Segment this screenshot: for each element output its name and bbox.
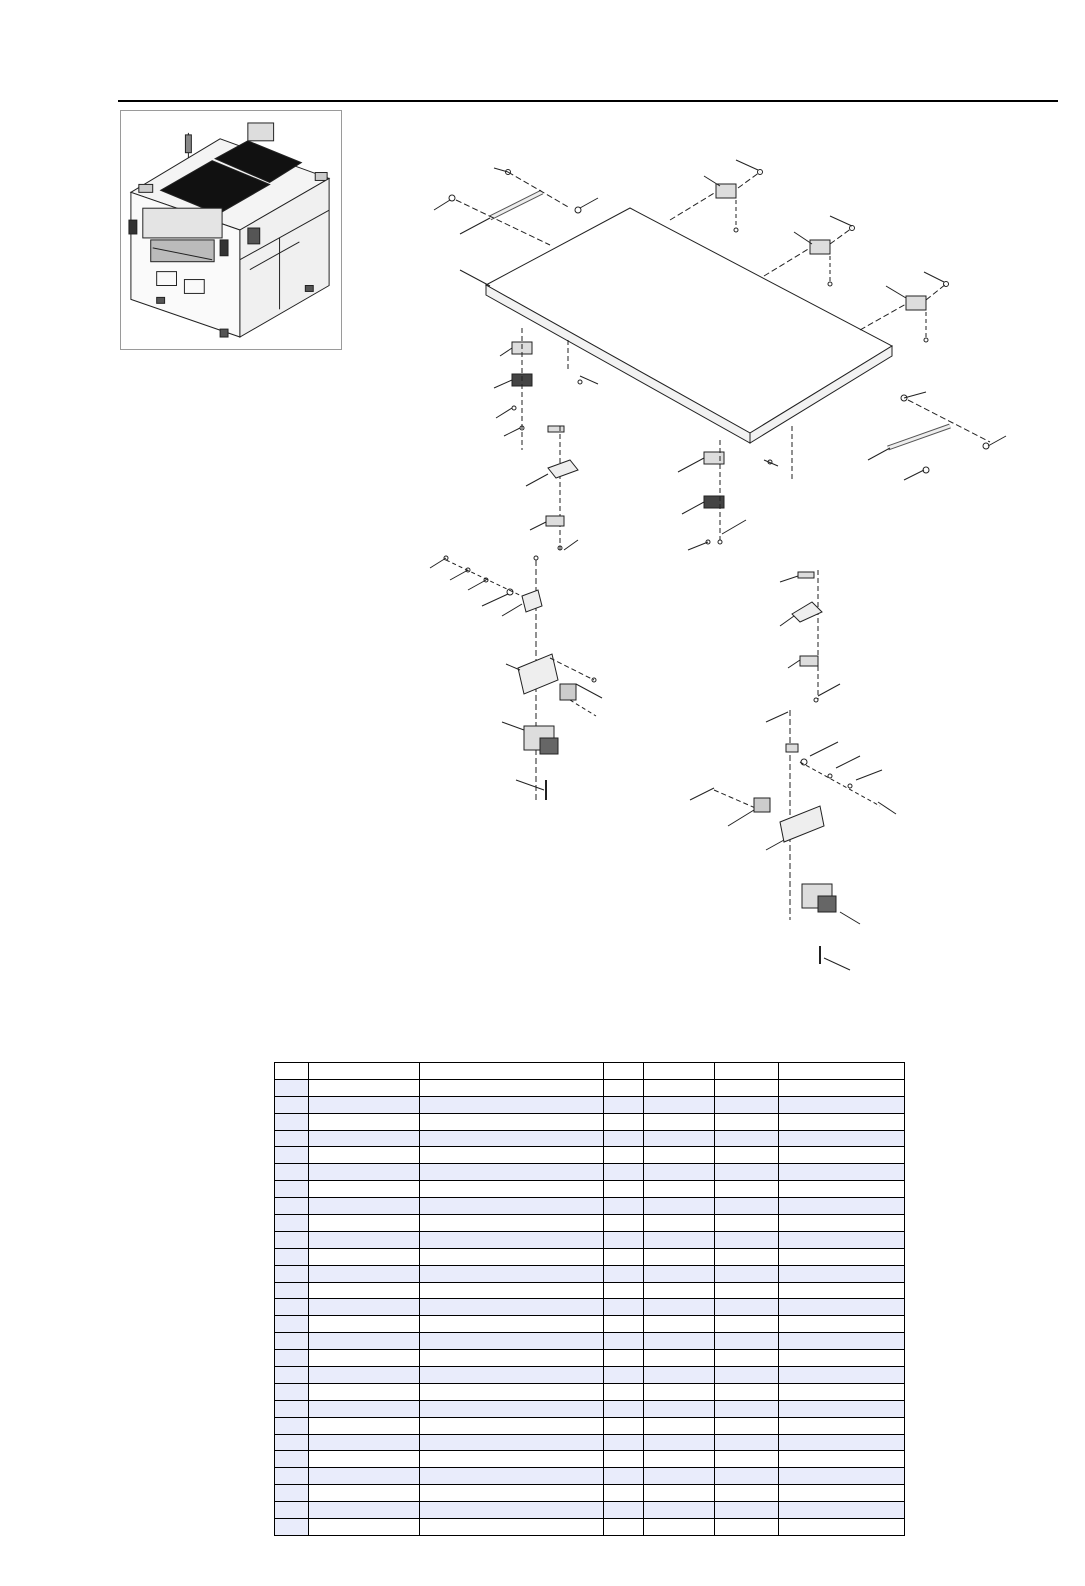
table-cell (779, 1282, 905, 1299)
table-cell (420, 1417, 604, 1434)
table-cell (715, 1468, 779, 1485)
table-cell (644, 1350, 715, 1367)
table-row (275, 1265, 905, 1282)
header-cell-col5 (644, 1063, 715, 1080)
header-rule (118, 100, 1058, 102)
table-row (275, 1282, 905, 1299)
table-cell (644, 1096, 715, 1113)
table-cell (604, 1350, 644, 1367)
table-cell (275, 1130, 309, 1147)
table-cell (275, 1248, 309, 1265)
table-cell (779, 1316, 905, 1333)
table-row (275, 1248, 905, 1265)
table-cell (604, 1181, 644, 1198)
table-cell (309, 1316, 420, 1333)
table-cell (420, 1130, 604, 1147)
table-cell (644, 1485, 715, 1502)
table-cell (309, 1434, 420, 1451)
table-cell (715, 1215, 779, 1232)
table-cell (420, 1468, 604, 1485)
table-cell (715, 1181, 779, 1198)
table-cell (275, 1468, 309, 1485)
table-row (275, 1130, 905, 1147)
table-body (275, 1079, 905, 1535)
table-cell (275, 1502, 309, 1519)
table-cell (275, 1198, 309, 1215)
table-cell (779, 1383, 905, 1400)
table-cell (604, 1417, 644, 1434)
table-cell (420, 1299, 604, 1316)
table-row (275, 1434, 905, 1451)
table-cell (309, 1113, 420, 1130)
table-cell (779, 1181, 905, 1198)
table-row (275, 1451, 905, 1468)
table-cell (604, 1519, 644, 1536)
table-cell (275, 1079, 309, 1096)
table-cell (644, 1181, 715, 1198)
table-cell (644, 1198, 715, 1215)
table-cell (275, 1231, 309, 1248)
table-cell (779, 1215, 905, 1232)
table-cell (604, 1468, 644, 1485)
table-cell (309, 1164, 420, 1181)
table-cell (604, 1367, 644, 1384)
table-cell (779, 1198, 905, 1215)
table-cell (604, 1130, 644, 1147)
table-cell (604, 1079, 644, 1096)
table-cell (644, 1451, 715, 1468)
table-cell (644, 1417, 715, 1434)
table-cell (309, 1265, 420, 1282)
table-cell (420, 1248, 604, 1265)
table-cell (420, 1502, 604, 1519)
table-cell (715, 1079, 779, 1096)
table-cell (604, 1198, 644, 1215)
header-cell-description (420, 1063, 604, 1080)
table-cell (604, 1282, 644, 1299)
table-cell (309, 1231, 420, 1248)
table-cell (275, 1316, 309, 1333)
table-row (275, 1164, 905, 1181)
table-cell (420, 1231, 604, 1248)
table-row (275, 1079, 905, 1096)
table-cell (420, 1451, 604, 1468)
table-cell (275, 1113, 309, 1130)
table-cell (420, 1147, 604, 1164)
table-cell (309, 1096, 420, 1113)
table-cell (604, 1164, 644, 1181)
table-cell (420, 1282, 604, 1299)
table-cell (309, 1282, 420, 1299)
table-cell (779, 1164, 905, 1181)
table-cell (275, 1400, 309, 1417)
table-row (275, 1316, 905, 1333)
table-cell (644, 1164, 715, 1181)
table-row (275, 1485, 905, 1502)
table-cell (275, 1282, 309, 1299)
table-cell (644, 1113, 715, 1130)
table-cell (644, 1215, 715, 1232)
table-cell (275, 1181, 309, 1198)
table-cell (275, 1164, 309, 1181)
table-cell (644, 1367, 715, 1384)
header-cell-remarks (779, 1063, 905, 1080)
table-cell (779, 1434, 905, 1451)
table-row (275, 1383, 905, 1400)
table-row (275, 1147, 905, 1164)
exploded-parts-diagram-icon (420, 150, 1040, 980)
table-cell (604, 1147, 644, 1164)
table-cell (715, 1350, 779, 1367)
table-cell (779, 1113, 905, 1130)
table-cell (309, 1333, 420, 1350)
table-cell (644, 1299, 715, 1316)
table-cell (644, 1333, 715, 1350)
table-cell (604, 1502, 644, 1519)
table-cell (420, 1215, 604, 1232)
table-cell (420, 1383, 604, 1400)
table-row (275, 1231, 905, 1248)
table-cell (420, 1434, 604, 1451)
table-cell (275, 1147, 309, 1164)
table-cell (779, 1096, 905, 1113)
table-row (275, 1502, 905, 1519)
table-row (275, 1400, 905, 1417)
table-cell (779, 1147, 905, 1164)
header-cell-part-number (309, 1063, 420, 1080)
table-cell (604, 1231, 644, 1248)
table-cell (715, 1519, 779, 1536)
table-cell (420, 1519, 604, 1536)
table-cell (309, 1468, 420, 1485)
table-cell (420, 1096, 604, 1113)
table-cell (275, 1451, 309, 1468)
table-cell (309, 1147, 420, 1164)
table-cell (779, 1333, 905, 1350)
table-cell (275, 1333, 309, 1350)
table-cell (715, 1434, 779, 1451)
table-cell (604, 1451, 644, 1468)
table-cell (779, 1299, 905, 1316)
table-cell (275, 1519, 309, 1536)
table-cell (275, 1096, 309, 1113)
table-cell (779, 1079, 905, 1096)
table-cell (604, 1316, 644, 1333)
table-cell (420, 1350, 604, 1367)
table-cell (275, 1417, 309, 1434)
table-cell (715, 1265, 779, 1282)
table-cell (644, 1231, 715, 1248)
table-cell (420, 1333, 604, 1350)
table-cell (715, 1096, 779, 1113)
table-cell (715, 1248, 779, 1265)
table-cell (715, 1299, 779, 1316)
table-cell (715, 1130, 779, 1147)
table-cell (420, 1316, 604, 1333)
table-cell (420, 1198, 604, 1215)
table-cell (275, 1265, 309, 1282)
table-cell (420, 1181, 604, 1198)
table-row (275, 1096, 905, 1113)
table-cell (604, 1248, 644, 1265)
table-cell (644, 1316, 715, 1333)
table-cell (275, 1215, 309, 1232)
table-cell (715, 1400, 779, 1417)
table-cell (275, 1299, 309, 1316)
table-cell (420, 1113, 604, 1130)
table-row (275, 1113, 905, 1130)
table-cell (644, 1434, 715, 1451)
table-cell (275, 1350, 309, 1367)
table-cell (309, 1079, 420, 1096)
table-cell (715, 1451, 779, 1468)
table-cell (604, 1485, 644, 1502)
table-cell (309, 1248, 420, 1265)
table-cell (604, 1299, 644, 1316)
table-cell (604, 1113, 644, 1130)
table-cell (309, 1181, 420, 1198)
table-cell (309, 1519, 420, 1536)
table-cell (309, 1367, 420, 1384)
table-row (275, 1299, 905, 1316)
table-cell (644, 1400, 715, 1417)
table-cell (715, 1367, 779, 1384)
table-cell (715, 1164, 779, 1181)
table-cell (420, 1079, 604, 1096)
table-cell (309, 1417, 420, 1434)
table-cell (275, 1485, 309, 1502)
table-cell (420, 1265, 604, 1282)
table-cell (779, 1367, 905, 1384)
table-cell (779, 1519, 905, 1536)
table-cell (644, 1265, 715, 1282)
table-cell (779, 1451, 905, 1468)
table-cell (604, 1265, 644, 1282)
table-cell (644, 1383, 715, 1400)
machine-overview-icon (121, 111, 341, 349)
table-cell (309, 1502, 420, 1519)
table-cell (779, 1417, 905, 1434)
table-cell (309, 1130, 420, 1147)
table-cell (715, 1198, 779, 1215)
table-cell (644, 1079, 715, 1096)
table-cell (275, 1434, 309, 1451)
table-cell (309, 1350, 420, 1367)
table-row (275, 1333, 905, 1350)
table-cell (715, 1485, 779, 1502)
table-cell (644, 1502, 715, 1519)
table-row (275, 1519, 905, 1536)
header-cell-no (275, 1063, 309, 1080)
table-row (275, 1417, 905, 1434)
parts-list-table (274, 1062, 905, 1536)
table-cell (644, 1519, 715, 1536)
table-row (275, 1215, 905, 1232)
table-row (275, 1198, 905, 1215)
table-cell (715, 1147, 779, 1164)
table-cell (604, 1333, 644, 1350)
table-cell (715, 1282, 779, 1299)
table-cell (309, 1400, 420, 1417)
table-cell (715, 1417, 779, 1434)
table-cell (309, 1383, 420, 1400)
table-cell (604, 1434, 644, 1451)
table-cell (779, 1502, 905, 1519)
table-cell (715, 1316, 779, 1333)
table-cell (420, 1400, 604, 1417)
table-cell (309, 1451, 420, 1468)
table-cell (309, 1299, 420, 1316)
table-cell (275, 1367, 309, 1384)
table-cell (715, 1333, 779, 1350)
table-cell (779, 1485, 905, 1502)
table-cell (779, 1130, 905, 1147)
table-cell (604, 1096, 644, 1113)
table-cell (604, 1383, 644, 1400)
table-cell (779, 1248, 905, 1265)
table-cell (644, 1282, 715, 1299)
table-cell (715, 1113, 779, 1130)
table-cell (604, 1215, 644, 1232)
table-cell (715, 1231, 779, 1248)
table-cell (779, 1350, 905, 1367)
table-row (275, 1181, 905, 1198)
table-cell (779, 1468, 905, 1485)
header-cell-col6 (715, 1063, 779, 1080)
table-cell (715, 1502, 779, 1519)
table-cell (420, 1164, 604, 1181)
table-cell (604, 1400, 644, 1417)
header-cell-qty (604, 1063, 644, 1080)
table-row (275, 1367, 905, 1384)
table-cell (644, 1147, 715, 1164)
table-cell (644, 1468, 715, 1485)
table-row (275, 1468, 905, 1485)
table-cell (275, 1383, 309, 1400)
table-cell (779, 1400, 905, 1417)
table-cell (779, 1231, 905, 1248)
table-cell (309, 1198, 420, 1215)
machine-overview-figure (120, 110, 342, 350)
table-cell (715, 1383, 779, 1400)
table-cell (309, 1485, 420, 1502)
exploded-parts-figure (420, 150, 1040, 980)
table-header-row (275, 1063, 905, 1080)
table-cell (309, 1215, 420, 1232)
table-row (275, 1350, 905, 1367)
table-cell (779, 1265, 905, 1282)
table-cell (644, 1248, 715, 1265)
table-cell (644, 1130, 715, 1147)
table-cell (420, 1367, 604, 1384)
table-cell (420, 1485, 604, 1502)
